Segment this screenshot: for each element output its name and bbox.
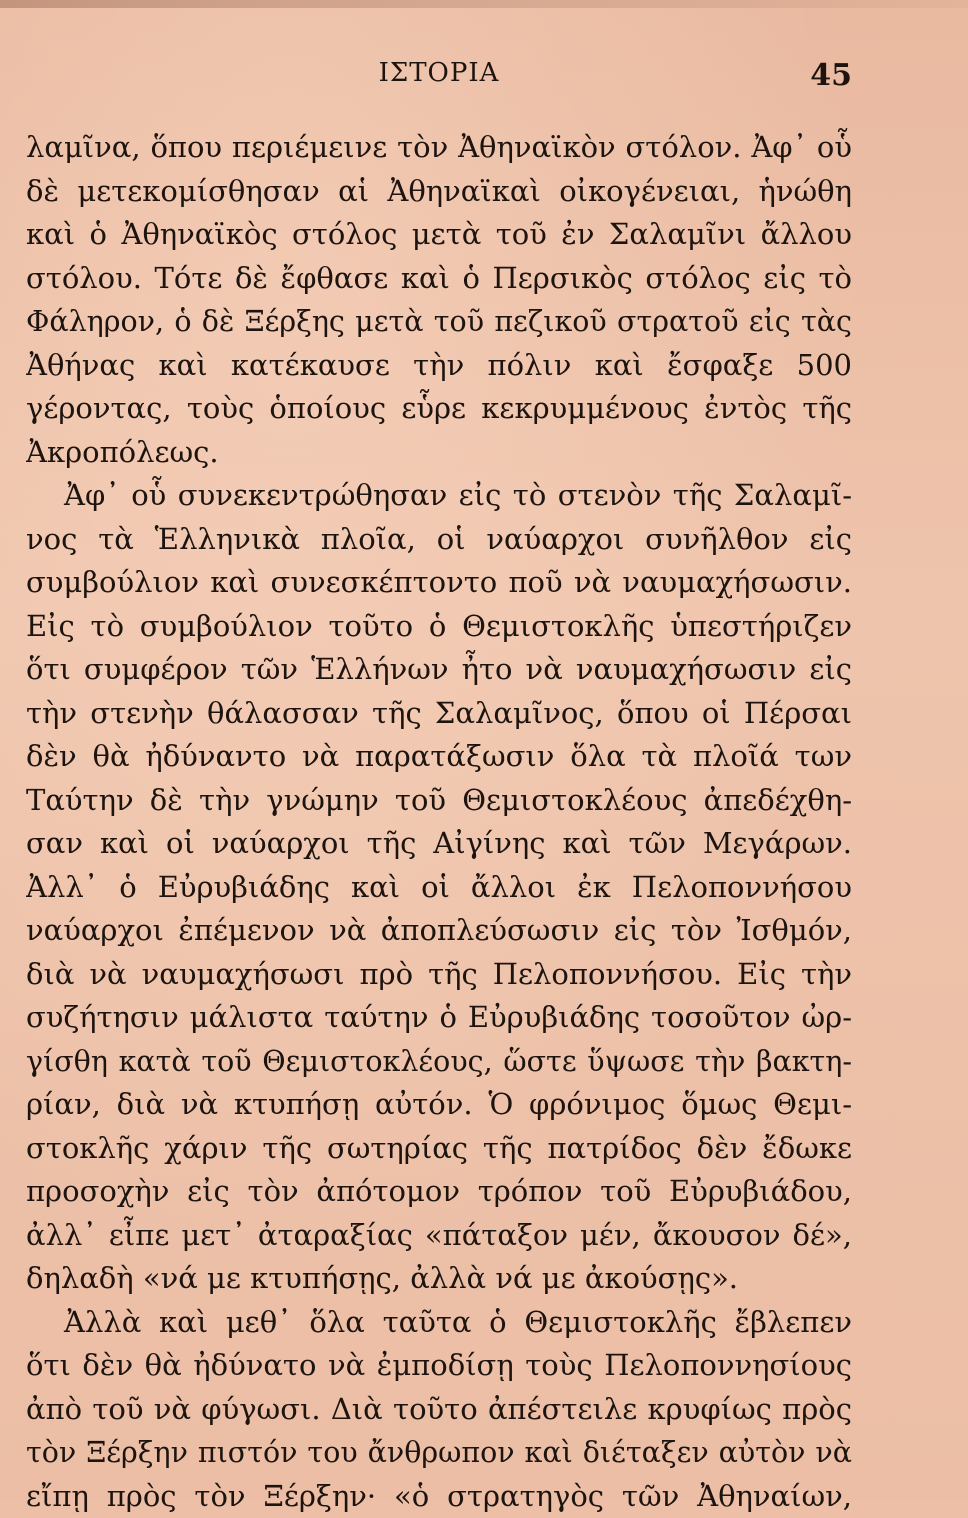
text-line: Ταύτην δὲ τὴν γνώμην τοῦ Θεμιστοκλέους ἀπεδέχθη-	[26, 779, 852, 823]
text-line: ἀλλ᾽ εἶπε μετ᾽ ἀταραξίας «πάταξον μέν, ἄκουσον δέ»,	[26, 1214, 852, 1258]
text-line: εἴπῃ πρὸς τὸν Ξέρξην· «ὁ στρατηγὸς τῶν Ἀθηναίων,	[26, 1475, 852, 1518]
text-line: συζήτησιν μάλιστα ταύτην ὁ Εὐρυβιάδης τοσοῦτον ὠρ-	[26, 996, 852, 1040]
text-line: ὅτι συμφέρον τῶν Ἑλλήνων ἦτο νὰ ναυμαχήσωσιν εἰς	[26, 648, 852, 692]
text-line: Φάληρον, ὁ δὲ Ξέρξης μετὰ τοῦ πεζικοῦ στρατοῦ εἰς τὰς	[26, 300, 852, 344]
text-line: διὰ νὰ ναυμαχήσωσι πρὸ τῆς Πελοποννήσου. Εἰς τὴν	[26, 953, 852, 997]
text-line: τὴν στενὴν θάλασσαν τῆς Σαλαμῖνος, ὅπου οἱ Πέρσαι	[26, 692, 852, 736]
text-line: ναύαρχοι ἐπέμενον νὰ ἀποπλεύσωσιν εἰς τὸν Ἰσθμόν,	[26, 909, 852, 953]
text-line: Ἀφ᾽ οὗ συνεκεντρώθησαν εἰς τὸ στενὸν τῆς Σαλαμῖ-	[26, 474, 852, 518]
text-line: Ἀκροπόλεως.	[26, 431, 852, 475]
text-line: καὶ ὁ Ἀθηναϊκὸς στόλος μετὰ τοῦ ἐν Σαλαμῖνι ἄλλου	[26, 213, 852, 257]
text-line: λαμῖνα, ὅπου περιέμεινε τὸν Ἀθηναϊκὸν στόλον. Ἀφ᾽ οὗ	[26, 126, 852, 170]
text-line: ρίαν, διὰ νὰ κτυπήσῃ αὐτόν. Ὁ φρόνιμος ὅμως Θεμι-	[26, 1083, 852, 1127]
text-line: ὅτι δὲν θὰ ἠδύνατο νὰ ἐμποδίσῃ τοὺς Πελοποννησίους	[26, 1344, 852, 1388]
text-line: νος τὰ Ἑλληνικὰ πλοῖα, οἱ ναύαρχοι συνῆλθον εἰς	[26, 518, 852, 562]
text-line: σαν καὶ οἱ ναύαρχοι τῆς Αἰγίνης καὶ τῶν Μεγάρων.	[26, 822, 852, 866]
text-line: στοκλῆς χάριν τῆς σωτηρίας τῆς πατρίδος δὲν ἔδωκε	[26, 1127, 852, 1171]
text-line: Εἰς τὸ συμβούλιον τοῦτο ὁ Θεμιστοκλῆς ὑπεστήριζεν	[26, 605, 852, 649]
text-line: Ἀλλ᾽ ὁ Εὐρυβιάδης καὶ οἱ ἄλλοι ἐκ Πελοποννήσου	[26, 866, 852, 910]
text-line: γίσθη κατὰ τοῦ Θεμιστοκλέους, ὥστε ὕψωσε τὴν βακτη-	[26, 1040, 852, 1084]
text-line: στόλου. Τότε δὲ ἔφθασε καὶ ὁ Περσικὸς στόλος εἰς τὸ	[26, 257, 852, 301]
text-line: συμβούλιον καὶ συνεσκέπτοντο ποῦ νὰ ναυμαχήσωσιν.	[26, 561, 852, 605]
text-line: προσοχὴν εἰς τὸν ἀπότομον τρόπον τοῦ Εὐρυβιάδου,	[26, 1170, 852, 1214]
text-line: ἀπὸ τοῦ νὰ φύγωσι. Διὰ τοῦτο ἀπέστειλε κρυφίως πρὸς	[26, 1388, 852, 1432]
text-line: τὸν Ξέρξην πιστόν του ἄνθρωπον καὶ διέταξεν αὐτὸν νὰ	[26, 1431, 852, 1475]
text-line: δὲν θὰ ἠδύναντο νὰ παρατάξωσιν ὅλα τὰ πλοῖά των	[26, 735, 852, 779]
text-line: δὲ μετεκομίσθησαν αἱ Ἀθηναϊκαὶ οἰκογένειαι, ἡνώθη	[26, 170, 852, 214]
page-number: 45	[810, 58, 852, 93]
text-line: Ἀλλὰ καὶ μεθ᾽ ὅλα ταῦτα ὁ Θεμιστοκλῆς ἔβλεπεν	[26, 1301, 852, 1345]
body-text	[26, 126, 852, 1518]
text-line: γέροντας, τοὺς ὁποίους εὗρε κεκρυμμένους ἐντὸς τῆς	[26, 387, 852, 431]
page-edge-shadow	[0, 0, 968, 8]
running-head	[26, 50, 852, 100]
text-line: Ἀθήνας καὶ κατέκαυσε τὴν πόλιν καὶ ἔσφαξε 500	[26, 344, 852, 388]
running-head-title: ΙΣΤΟΡΙΑ	[26, 58, 852, 88]
text-line: δηλαδὴ «νά με κτυπήσῃς, ἀλλὰ νά με ἀκούσῃς».	[26, 1257, 852, 1301]
